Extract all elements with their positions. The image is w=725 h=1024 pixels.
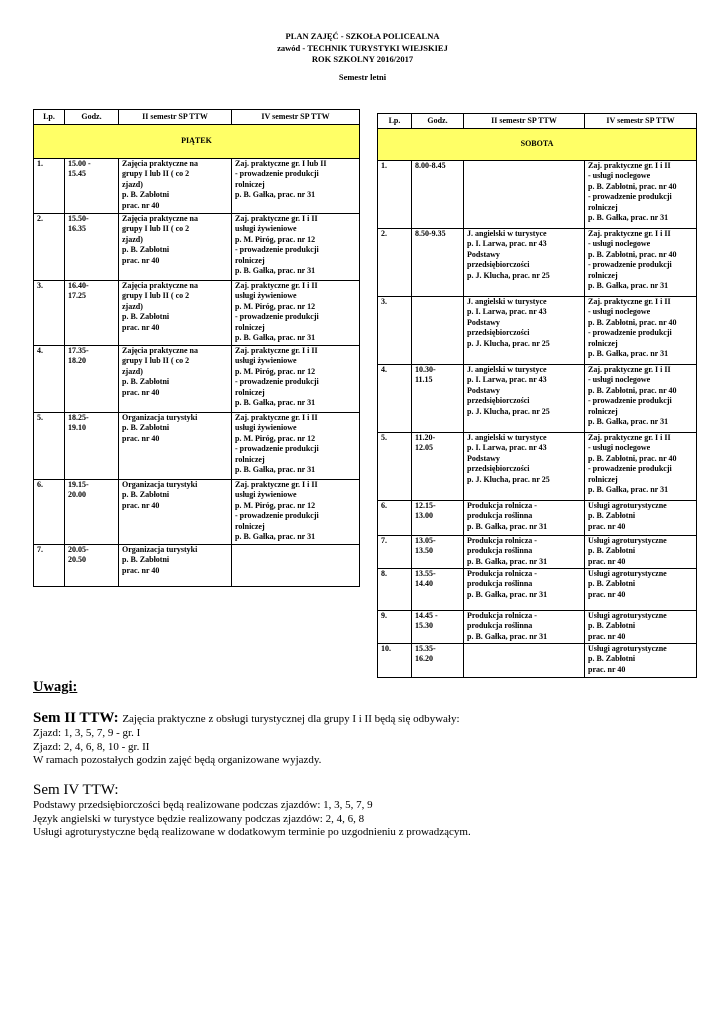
cell-godz: 13.55- 14.40 (412, 569, 464, 611)
cell-godz: 18.25- 19.10 (65, 413, 119, 480)
cell-lp: 8. (378, 569, 412, 611)
title-line: PLAN ZAJĘĆ - SZKOŁA POLICEALNA (285, 31, 440, 41)
cell-godz: 20.05- 20.50 (65, 545, 119, 587)
cell-sem4: Zaj. praktyczne gr. I i II usługi żywieniowe p. M. Piróg, prac. nr 12 - prowadzenie produkcji rolniczej p. B. Gałka, prac. nr 31 (232, 214, 360, 281)
cell-godz: 8.00-8.45 (412, 161, 464, 229)
saturday-schedule-table (377, 113, 697, 678)
table-row (34, 480, 360, 545)
cell-lp: 5. (378, 433, 412, 501)
table-row (378, 297, 697, 365)
sem2-notes (33, 710, 693, 768)
table-row (34, 413, 360, 480)
cell-sem4: Zaj. praktyczne gr. I i II - usługi noclegowe p. B. Zabłotni, prac. nr 40 - prowadzenie produkcji rolniczej p. B. Gałka, prac. nr 31 (585, 433, 697, 501)
document-header (0, 31, 725, 83)
cell-sem4: Zaj. praktyczne gr. I i II usługi żywieniowe p. M. Piróg, prac. nr 12 - prowadzenie produkcji rolniczej p. B. Gałka, prac. nr 31 (232, 480, 360, 545)
cell-sem4: Zaj. praktyczne gr. I lub II - prowadzenie produkcji rolniczej p. B. Gałka, prac. nr 31 (232, 159, 360, 214)
cell-sem4: Zaj. praktyczne gr. I i II usługi żywieniowe p. M. Piróg, prac. nr 12 - prowadzenie produkcji rolniczej p. B. Gałka, prac. nr 31 (232, 281, 360, 346)
cell-lp: 2. (378, 229, 412, 297)
table-row (378, 161, 697, 229)
cell-sem4: Zaj. praktyczne gr. I i II - usługi noclegowe p. B. Zabłotni, prac. nr 40 - prowadzenie produkcji rolniczej p. B. Gałka, prac. nr 31 (585, 365, 697, 433)
cell-godz: 15.00 - 15.45 (65, 159, 119, 214)
sem4-notes (33, 782, 693, 840)
cell-sem4: Zaj. praktyczne gr. I i II - usługi noclegowe p. B. Zabłotni, prac. nr 40 - prowadzenie produkcji rolniczej p. B. Gałka, prac. nr 31 (585, 161, 697, 229)
cell-lp: 4. (378, 365, 412, 433)
cell-sem4: Usługi agroturystyczne p. B. Zabłotni prac. nr 40 (585, 536, 697, 569)
table-row (34, 214, 360, 281)
profession-line: zawód - TECHNIK TURYSTYKI WIEJSKIEJ (277, 42, 448, 53)
sem4-heading: Sem IV TTW: (33, 782, 119, 798)
column-header-sem2: II semestr SP TTW (119, 110, 232, 125)
cell-lp: 10. (378, 644, 412, 678)
cell-sem2: J. angielski w turystyce p. I. Larwa, prac. nr 43 Podstawy przedsiębiorczości p. J. Klucha, prac. nr 25 (464, 365, 585, 433)
column-header-lp: Lp. (378, 114, 412, 129)
cell-sem2: Produkcja rolnicza - produkcja roślinna p. B. Gałka, prac. nr 31 (464, 536, 585, 569)
cell-sem4: Usługi agroturystyczne p. B. Zabłotni prac. nr 40 (585, 501, 697, 536)
cell-sem4: Zaj. praktyczne gr. I i II usługi żywieniowe p. M. Piróg, prac. nr 12 - prowadzenie produkcji rolniczej p. B. Gałka, prac. nr 31 (232, 413, 360, 480)
column-header-hours: Godz. (412, 114, 464, 129)
cell-sem2: J. angielski w turystyce p. I. Larwa, prac. nr 43 Podstawy przedsiębiorczości p. J. Klucha, prac. nr 25 (464, 433, 585, 501)
table-row (378, 365, 697, 433)
cell-lp: 4. (34, 346, 65, 413)
cell-godz: 17.35- 18.20 (65, 346, 119, 413)
table-row (378, 229, 697, 297)
cell-sem2 (464, 644, 585, 678)
cell-godz: 15.35- 16.20 (412, 644, 464, 678)
cell-lp: 1. (378, 161, 412, 229)
cell-sem4: Zaj. praktyczne gr. I i II - usługi noclegowe p. B. Zabłotni, prac. nr 40 - prowadzenie produkcji rolniczej p. B. Gałka, prac. nr 31 (585, 229, 697, 297)
column-header-lp: Lp. (34, 110, 65, 125)
sem2-heading: Sem II TTW: (33, 710, 119, 726)
cell-lp: 7. (34, 545, 65, 587)
sem2-note-line: Zjazd: 2, 4, 6, 8, 10 - gr. II (33, 740, 150, 753)
cell-sem2 (464, 161, 585, 229)
sem2-notes-heading-line (33, 710, 693, 727)
day-label: SOBOTA (378, 129, 697, 161)
cell-sem2: Produkcja rolnicza - produkcja roślinna p. B. Gałka, prac. nr 31 (464, 569, 585, 611)
sem2-intro: Zajęcia praktyczne z obsługi turystycznej dla grupy I i II będą się odbywały: (122, 713, 460, 725)
cell-godz: 12.15- 13.00 (412, 501, 464, 536)
cell-sem2: Organizacja turystyki p. B. Zabłotni prac. nr 40 (119, 480, 232, 545)
cell-sem4: Zaj. praktyczne gr. I i II - usługi noclegowe p. B. Zabłotni, prac. nr 40 - prowadzenie produkcji rolniczej p. B. Gałka, prac. nr 31 (585, 297, 697, 365)
column-header-hours: Godz. (65, 110, 119, 125)
table-row (378, 433, 697, 501)
cell-sem4: Usługi agroturystyczne p. B. Zabłotni prac. nr 40 (585, 611, 697, 644)
cell-godz: 14.45 - 15.30 (412, 611, 464, 644)
notes-title: Uwagi: (33, 679, 78, 695)
cell-lp: 6. (34, 480, 65, 545)
sem2-note-line: W ramach pozostałych godzin zajęć będą organizowane wyjazdy. (33, 754, 322, 766)
cell-sem2: J. angielski w turystyce p. I. Larwa, prac. nr 43 Podstawy przedsiębiorczości p. J. Klucha, prac. nr 25 (464, 229, 585, 297)
table-row (378, 501, 697, 536)
table-row (378, 569, 697, 611)
school-year-line: ROK SZKOLNY 2016/2017 (311, 54, 414, 65)
table-row (34, 545, 360, 587)
cell-sem4: Usługi agroturystyczne p. B. Zabłotni prac. nr 40 (585, 569, 697, 611)
cell-lp: 6. (378, 501, 412, 536)
sem4-note-line: Podstawy przedsiębiorczości będą realizowane podczas zjazdów: 1, 3, 5, 7, 9 (33, 799, 373, 811)
cell-lp: 3. (34, 281, 65, 346)
table-row (378, 536, 697, 569)
friday-schedule-table (33, 109, 360, 587)
cell-sem2: Zajęcia praktyczne na grupy I lub II ( co 2 zjazd) p. B. Zabłotni prac. nr 40 (119, 214, 232, 281)
cell-godz: 19.15- 20.00 (65, 480, 119, 545)
cell-sem2: Organizacja turystyki p. B. Zabłotni prac. nr 40 (119, 545, 232, 587)
cell-lp: 1. (34, 159, 65, 214)
cell-sem2: Produkcja rolnicza - produkcja roślinna p. B. Gałka, prac. nr 31 (464, 501, 585, 536)
sem4-note-line: Język angielski w turystyce będzie realizowany podczas zjazdów: 2, 4, 6, 8 (33, 812, 365, 825)
table-row (34, 281, 360, 346)
cell-sem2: Zajęcia praktyczne na grupy I lub II ( co 2 zjazd) p. B. Zabłotni prac. nr 40 (119, 281, 232, 346)
table-row (34, 346, 360, 413)
column-header-sem2: II semestr SP TTW (464, 114, 585, 129)
sem2-note-line: Zjazd: 1, 3, 5, 7, 9 - gr. I (33, 727, 141, 739)
cell-sem4 (232, 545, 360, 587)
table-row (34, 159, 360, 214)
cell-sem2: Zajęcia praktyczne na grupy I lub II ( co 2 zjazd) p. B. Zabłotni prac. nr 40 (119, 346, 232, 413)
cell-godz: 16.40- 17.25 (65, 281, 119, 346)
cell-lp: 2. (34, 214, 65, 281)
semester-line: Semestr letni (338, 71, 387, 82)
cell-sem2: J. angielski w turystyce p. I. Larwa, prac. nr 43 Podstawy przedsiębiorczości p. J. Klucha, prac. nr 25 (464, 297, 585, 365)
cell-godz: 10.30- 11.15 (412, 365, 464, 433)
table-row (378, 611, 697, 644)
column-header-sem4: IV semestr SP TTW (585, 114, 697, 129)
cell-sem4: Zaj. praktyczne gr. I i II usługi żywieniowe p. M. Piróg, prac. nr 12 - prowadzenie produkcji rolniczej p. B. Gałka, prac. nr 31 (232, 346, 360, 413)
cell-sem2: Zajęcia praktyczne na grupy I lub II ( co 2 zjazd) p. B. Zabłotni prac. nr 40 (119, 159, 232, 214)
cell-lp: 3. (378, 297, 412, 365)
cell-sem4: Usługi agroturystyczne p. B. Zabłotni prac. nr 40 (585, 644, 697, 678)
table-row (378, 644, 697, 678)
cell-sem2: Produkcja rolnicza - produkcja roślinna p. B. Gałka, prac. nr 31 (464, 611, 585, 644)
cell-lp: 5. (34, 413, 65, 480)
cell-lp: 7. (378, 536, 412, 569)
cell-godz: 11.20- 12.05 (412, 433, 464, 501)
cell-sem2: Organizacja turystyki p. B. Zabłotni prac. nr 40 (119, 413, 232, 480)
day-label: PIĄTEK (34, 125, 360, 159)
cell-lp: 9. (378, 611, 412, 644)
cell-godz: 8.50-9.35 (412, 229, 464, 297)
cell-godz (412, 297, 464, 365)
cell-godz: 15.50- 16.35 (65, 214, 119, 281)
cell-godz: 13.05- 13.50 (412, 536, 464, 569)
column-header-sem4: IV semestr SP TTW (232, 110, 360, 125)
sem4-note-line: Usługi agroturystyczne będą realizowane w dodatkowym terminie po uzgodnieniu z prowadzącym. (33, 826, 471, 838)
